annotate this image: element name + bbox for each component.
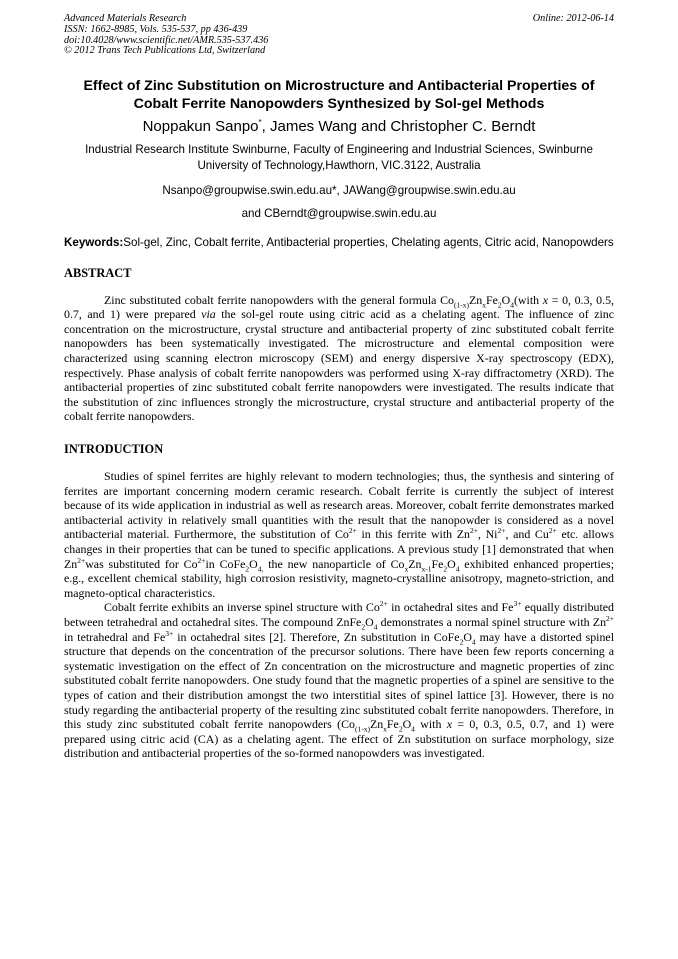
journal-name: Advanced Materials Research [64,13,187,24]
keywords-label: Keywords: [64,236,124,250]
first-author: Noppakun Sanpo [142,118,259,136]
keywords-text: Sol-gel, Zinc, Cobalt ferrite, Antibacterial properties, Chelating agents, Citric acid, Nanopowders [123,236,614,250]
keywords [64,235,614,251]
doi-line: doi:10.4028/www.scientific.net/AMR.535-537.436 [64,34,269,46]
journal-header [64,14,614,57]
online-date: Online: 2012-06-14 [532,13,614,24]
author-list [64,118,614,136]
intro-paragraph-1: Studies of spinel ferrites are highly relevant to modern technologies; thus, the synthesis and sintering of ferrites are important concerning modern ceramic research. Cobalt ferrite is currently the subject of interest because of its wide application in industrial as well as research areas. Moreover, cobalt ferrite demonstrates marked antibacterial activity in relatively small quantities with the result that the nanopowder is considered as a novel antibacterial material. Furthermore, the substitution of $Co^{2+}$ in this ferrite with $Zn^{2+}$, $Ni^{2+}$, and $Cu^{2+}$ etc. allows changes in their properties that can be tuned to specific applications. A previous study [1] demonstrated that when $Zn^{2+}was$ substituted for $Co^{2+}in$ $CoFe_2O_{4,}$ the new nanoparticle of $Co_xZn_{x-1}Fe_2O_4$ exhibited enhanced properties; e.g., excellent chemical stability, high corrosion resistivity, magneto-crystalline anisotropy, magneto-striction, and magneto-optical characteristics. [64,469,614,600]
copyright-line: © 2012 Trans Tech Publications Ltd, Switzerland [64,45,266,57]
email-line-1: Nsanpo@groupwise.swin.edu.au*, JAWang@groupwise.swin.edu.au [162,184,516,198]
abstract-heading: ABSTRACT [64,265,132,280]
abstract-paragraph: Zinc substituted cobalt ferrite nanopowders with the general formula $Co_{(1-x)}Zn_xFe_2O_4(with$ x = 0, 0.3, 0.5, 0.7, and 1) were prepared via the sol-gel route using citric acid as a chelating agent. The influence of zinc concentration on the microstructure, crystal structure and antibacterial property of zinc substituted cobalt ferrite nanopowders has been systematically investigated. The microstructure and elemental composition were characterized using scanning electron microscopy (SEM) and energy dispersive X-ray spectroscopy (EDX), respectively. Phase analysis of cobalt ferrite nanopowders was performed using X-ray diffractometry (XRD). The antibacterial properties of zinc substituted cobalt ferrite nanopowders were investigated. The results indicate that the substitution of zinc influences strongly the microstructure, crystal structure and antibacterial property of the cobalt ferrite nanopowders. [64,292,615,424]
issn-line: ISSN: 1662-8985, Vols. 535-537, pp 436-439 [64,23,248,35]
intro-paragraph-2: Cobalt ferrite exhibits an inverse spinel structure with $Co^{2+}$ in octahedral sites and $Fe^{3+}$ equally distributed between tetrahedral and octahedral sites. The compound $ZnFe_2O_4$ demonstrates a normal spinel structure with $Zn^{2+}$ in tetrahedral and $Fe^{3+}$ in octahedral sites [2]. Therefore, Zn substitution in $CoFe_2O_4$ may have a distorted spinel structure that depends on the concentration of the precursor solutions. There have been few reports concerning a systematic investigation on the effect of Zn concentration on the microstructure and magnetic properties of zinc substituted cobalt ferrite nanopowders. One study found that the magnetic properties of a spinel are sensitive to the types of cation and their distribution amongst the two interstitial sites of spinel lattice [3]. However, there is no study regarding the antibacterial property of the resulting zinc substituted cobalt ferrite nanopowders. Therefore, in this study zinc substituted cobalt ferrite nanopowders ($Co_{(1-x)}Zn_xFe_2O_4$ with x = 0, 0.3, 0.5, 0.7, and 1) were prepared using citric acid (CA) as a chelating agent. The effect of Zn substitution on surface morphology, size distribution and antibacterial properties of the so-formed nanopowders was investigated. [64,599,615,761]
corresponding-mark: * [258,118,262,128]
email-line-2: and CBerndt@groupwise.swin.edu.au [241,207,437,221]
paper-page [64,14,614,761]
introduction-heading: INTRODUCTION [64,442,164,457]
affiliation: Industrial Research Institute Swinburne, Faculty of Engineering and Industrial Sciences, Swinburne University of Technology,Hawthorn, VIC.3122, Australia [85,143,593,172]
other-authors: , James Wang and Christopher C. Berndt [261,118,536,136]
paper-title: Effect of Zinc Substitution on Microstructure and Antibacterial Properties of Cobalt Ferrite Nanopowders Synthesized by Sol-gel Methods [83,78,595,113]
